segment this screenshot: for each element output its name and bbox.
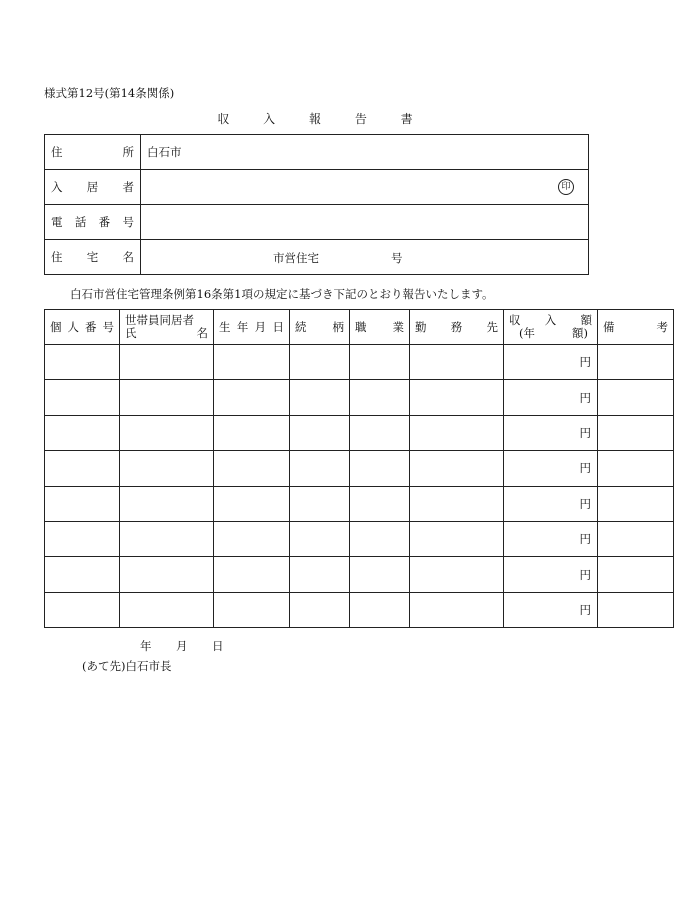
- resident-row: [45, 170, 589, 205]
- statement-text: 白石市営住宅管理条例第16条第1項の規定に基づき下記のとおり報告いたします。: [70, 287, 494, 301]
- cell-relation[interactable]: [290, 451, 350, 486]
- phone-field[interactable]: [141, 205, 589, 240]
- title-char: 収: [217, 112, 230, 126]
- cell-id[interactable]: [45, 345, 120, 380]
- cell-name[interactable]: [120, 592, 214, 627]
- cell-income[interactable]: 円: [504, 486, 598, 521]
- header-relation: 続 柄: [290, 310, 350, 345]
- cell-occupation[interactable]: [350, 521, 410, 556]
- cell-income[interactable]: 円: [504, 521, 598, 556]
- cell-name[interactable]: [120, 451, 214, 486]
- cell-relation[interactable]: [290, 486, 350, 521]
- cell-name[interactable]: [120, 557, 214, 592]
- cell-occupation[interactable]: [350, 380, 410, 415]
- phone-row: [45, 205, 589, 240]
- cell-relation[interactable]: [290, 521, 350, 556]
- cell-occupation[interactable]: [350, 345, 410, 380]
- table-row: [45, 486, 674, 521]
- address-label: 住 所: [45, 135, 141, 170]
- cell-dob[interactable]: [214, 415, 290, 450]
- cell-occupation[interactable]: [350, 557, 410, 592]
- header-workplace: 勤 務 先: [410, 310, 504, 345]
- cell-name[interactable]: [120, 486, 214, 521]
- cell-remarks[interactable]: [598, 380, 674, 415]
- info-table: [44, 134, 589, 275]
- header-id: 個 人 番 号: [45, 310, 120, 345]
- cell-id[interactable]: [45, 380, 120, 415]
- cell-id[interactable]: [45, 521, 120, 556]
- house-row: [45, 240, 589, 275]
- addressee: (あて先)白石市長: [82, 659, 172, 673]
- cell-remarks[interactable]: [598, 486, 674, 521]
- cell-relation[interactable]: [290, 557, 350, 592]
- cell-dob[interactable]: [214, 592, 290, 627]
- table-row: [45, 521, 674, 556]
- year-char: 年: [140, 639, 152, 653]
- title-char: 入: [263, 112, 276, 126]
- cell-name[interactable]: [120, 380, 214, 415]
- cell-remarks[interactable]: [598, 415, 674, 450]
- cell-occupation[interactable]: [350, 592, 410, 627]
- cell-relation[interactable]: [290, 415, 350, 450]
- cell-id[interactable]: [45, 486, 120, 521]
- cell-relation[interactable]: [290, 345, 350, 380]
- header-remarks: 備 考: [598, 310, 674, 345]
- cell-income[interactable]: 円: [504, 557, 598, 592]
- table-row: [45, 557, 674, 592]
- cell-remarks[interactable]: [598, 592, 674, 627]
- day-char: 日: [212, 639, 224, 653]
- table-row: [45, 380, 674, 415]
- address-value[interactable]: 白石市: [141, 135, 589, 170]
- cell-remarks[interactable]: [598, 345, 674, 380]
- house-name: 市営住宅: [273, 251, 319, 265]
- seal-icon: 印: [558, 179, 574, 195]
- form-number: 様式第12号(第14条関係): [44, 86, 175, 100]
- cell-occupation[interactable]: [350, 415, 410, 450]
- cell-income[interactable]: 円: [504, 345, 598, 380]
- cell-workplace[interactable]: [410, 486, 504, 521]
- cell-workplace[interactable]: [410, 521, 504, 556]
- cell-dob[interactable]: [214, 451, 290, 486]
- cell-name[interactable]: [120, 345, 214, 380]
- cell-id[interactable]: [45, 451, 120, 486]
- table-row: [45, 592, 674, 627]
- cell-workplace[interactable]: [410, 415, 504, 450]
- house-number-suffix: 号: [391, 251, 403, 265]
- member-table: [44, 309, 674, 628]
- cell-dob[interactable]: [214, 345, 290, 380]
- header-occupation: 職 業: [350, 310, 410, 345]
- cell-relation[interactable]: [290, 592, 350, 627]
- house-label: 住 宅 名: [45, 240, 141, 275]
- cell-dob[interactable]: [214, 380, 290, 415]
- header-dob: 生 年 月 日: [214, 310, 290, 345]
- cell-dob[interactable]: [214, 521, 290, 556]
- address-row: [45, 135, 589, 170]
- phone-label: 電 話 番 号: [45, 205, 141, 240]
- header-name: 世帯員同居者 氏 名: [120, 310, 214, 345]
- month-char: 月: [176, 639, 188, 653]
- cell-workplace[interactable]: [410, 345, 504, 380]
- cell-occupation[interactable]: [350, 451, 410, 486]
- title-char: 書: [400, 112, 413, 126]
- cell-workplace[interactable]: [410, 557, 504, 592]
- cell-income[interactable]: 円: [504, 451, 598, 486]
- house-field[interactable]: [141, 240, 589, 275]
- cell-id[interactable]: [45, 592, 120, 627]
- cell-id[interactable]: [45, 557, 120, 592]
- cell-dob[interactable]: [214, 557, 290, 592]
- title-char: 報: [308, 112, 321, 126]
- cell-remarks[interactable]: [598, 451, 674, 486]
- date-line: [140, 638, 224, 654]
- cell-name[interactable]: [120, 415, 214, 450]
- cell-income[interactable]: 円: [504, 592, 598, 627]
- cell-income[interactable]: 円: [504, 415, 598, 450]
- cell-income[interactable]: 円: [504, 380, 598, 415]
- cell-name[interactable]: [120, 521, 214, 556]
- table-row: [45, 345, 674, 380]
- cell-workplace[interactable]: [410, 451, 504, 486]
- table-row: [45, 451, 674, 486]
- document-title: [0, 110, 630, 127]
- cell-remarks[interactable]: [598, 557, 674, 592]
- cell-remarks[interactable]: [598, 521, 674, 556]
- table-header: [45, 310, 674, 345]
- title-char: 告: [354, 112, 367, 126]
- table-row: [45, 415, 674, 450]
- cell-workplace[interactable]: [410, 380, 504, 415]
- cell-occupation[interactable]: [350, 486, 410, 521]
- cell-id[interactable]: [45, 415, 120, 450]
- resident-label: 入 居 者: [45, 170, 141, 205]
- cell-dob[interactable]: [214, 486, 290, 521]
- resident-field[interactable]: [141, 170, 589, 205]
- cell-workplace[interactable]: [410, 592, 504, 627]
- header-income: 収 入 額 (年 額): [504, 310, 598, 345]
- cell-relation[interactable]: [290, 380, 350, 415]
